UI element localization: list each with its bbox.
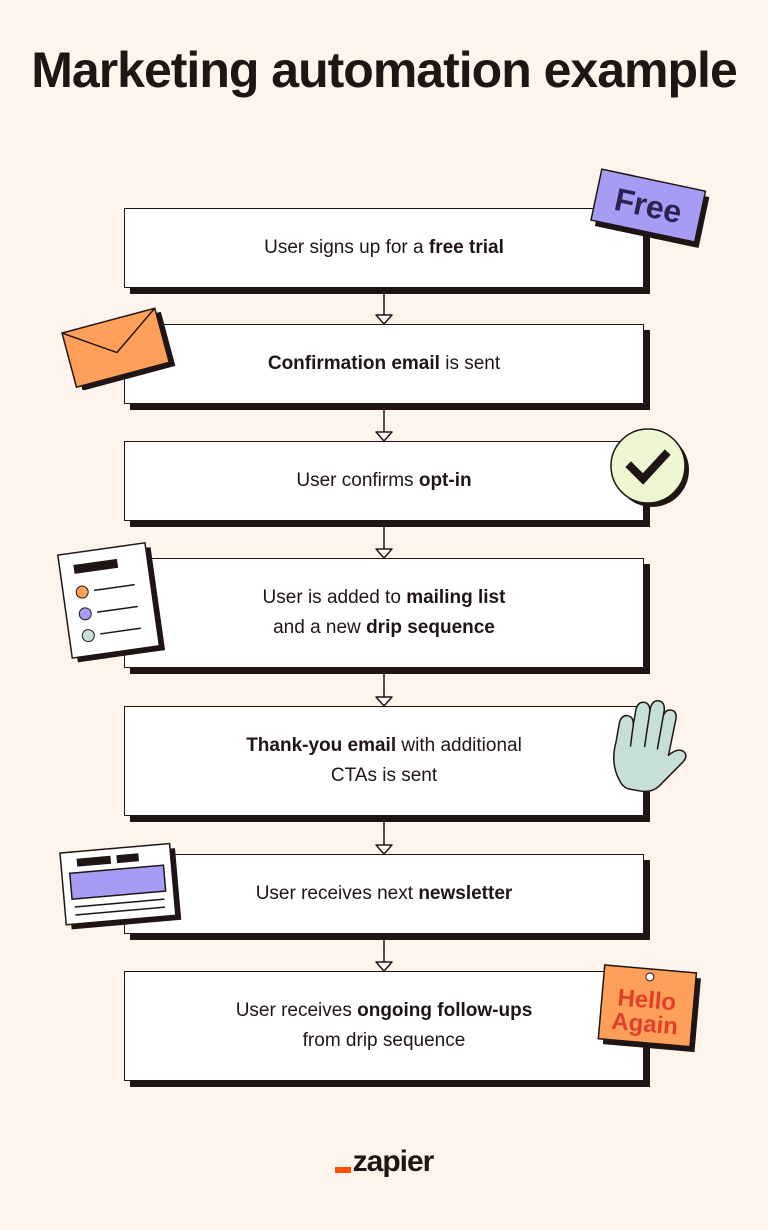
envelope-icon [58,300,178,390]
step-text-bold: mailing list [406,587,506,608]
free-tag-label: Free [611,180,686,231]
hello-again-note-icon [592,960,707,1060]
checkmark-icon [606,425,696,510]
step-text-bold: Thank-you email [246,735,397,756]
step-text-bold: Confirmation email [267,353,440,374]
step-text [246,731,522,791]
step-text-run: from drip sequence [302,1030,466,1051]
step-text [268,349,500,379]
connector-arrow [370,522,398,559]
step-text [296,466,471,496]
step-text-run: User confirms [296,470,419,491]
page-title: Marketing automation example [31,42,737,98]
zapier-logo [0,1145,768,1179]
logo-text: zapier [352,1145,434,1178]
step-text-run: User is added to [262,587,407,608]
step-text [256,879,513,909]
step-text-run: CTAs is sent [330,765,438,786]
again-label: Again [610,1007,680,1041]
step-text [263,583,506,643]
connector-arrow [370,405,398,442]
newsletter-icon [55,835,185,935]
step-text-run: is sent [439,353,501,374]
step-confirmation-email [124,324,644,404]
step-text-bold: newsletter [418,883,513,904]
step-signup [124,208,644,288]
free-tag-icon [588,165,718,255]
step-follow-ups [124,971,644,1081]
step-text-bold: ongoing follow-ups [357,1000,533,1021]
step-text-bold: opt-in [418,470,472,491]
hello-label: Hello [616,984,678,1017]
checklist-icon [55,538,170,668]
step-text-run: with additional [396,735,522,756]
step-text-run: User signs up for a [264,237,429,258]
step-text-run: and a new [273,617,367,638]
step-text [264,233,504,263]
step-text-bold: drip sequence [366,617,495,638]
step-text-bold: free trial [428,237,504,258]
step-mailing-list [124,558,644,668]
step-text-run: User receives next [255,883,419,904]
step-thank-you-email [124,706,644,816]
hand-icon [600,690,700,800]
step-opt-in [124,441,644,521]
connector-arrow [370,669,398,707]
logo-mark [335,1167,351,1173]
step-newsletter [124,854,644,934]
step-text [236,996,533,1056]
connector-arrow [370,817,398,855]
connector-arrow [370,289,398,325]
connector-arrow [370,935,398,972]
step-text-run: User receives [235,1000,358,1021]
